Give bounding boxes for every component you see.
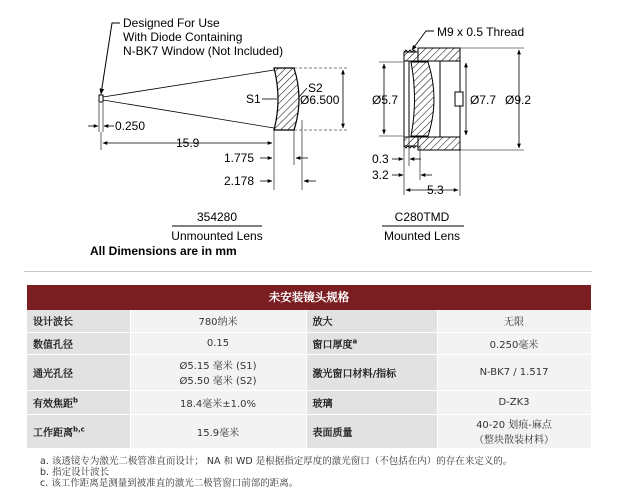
specs-table-section — [27, 285, 591, 449]
spec-key: 通光孔径 — [27, 354, 130, 390]
thread-leader — [412, 31, 434, 50]
spec-value: D-ZK3 — [437, 390, 591, 414]
units-note: All Dimensions are in mm — [90, 244, 237, 258]
label-dia-92: Ø9.2 — [505, 93, 532, 107]
housing-notch — [455, 92, 463, 106]
table-row — [27, 390, 591, 414]
spec-key: 窗口厚度$^a$ — [306, 332, 437, 354]
label-dia-77: Ø7.7 — [470, 93, 497, 107]
callout-line-3: N-BK7 Window (Not Included) — [123, 44, 284, 58]
label-dia-57: Ø5.7 — [372, 93, 399, 107]
spec-value: 40-20 划痕-麻点 （整块散装材料） — [437, 414, 591, 448]
label-s1: S1 — [246, 92, 261, 106]
table-row — [27, 332, 591, 354]
footnote-c: c. 该工作距离是测量到被准直的激光二极管窗口前部的距离。 — [40, 478, 299, 489]
spec-value: 无限 — [437, 310, 591, 332]
diode-window — [99, 95, 103, 102]
spec-key: 激光窗口材料/指标 — [306, 354, 437, 390]
housing-thread-bottom — [404, 137, 418, 146]
spec-key: 工作距离$^{b,c}$ — [27, 414, 130, 448]
spec-key: 数值孔径 — [27, 332, 130, 354]
housing-wall-top — [418, 48, 460, 61]
spec-value: 780纳米 — [130, 310, 306, 332]
spec-value: 0.250毫米 — [437, 332, 591, 354]
spec-value: 18.4毫米±1.0% — [130, 390, 306, 414]
aspheric-lens — [274, 68, 299, 130]
part-number-c280tmd: C280TMD — [394, 210, 450, 224]
callout-line-2: With Diode Containing — [123, 30, 243, 44]
table-row — [27, 354, 591, 390]
caption-mounted-lens: Mounted Lens — [383, 229, 461, 243]
label-thread: M9 x 0.5 Thread — [437, 25, 525, 39]
spec-value: Ø5.15 毫米 (S1) Ø5.50 毫米 (S2) — [130, 354, 306, 390]
callout-leader — [101, 23, 120, 94]
footnote-marker: b,c — [73, 425, 85, 434]
label-dim-53: 5.3 — [427, 183, 444, 197]
mounted-lens-view — [372, 25, 531, 243]
footnote-marker: b — [73, 396, 79, 405]
table-row — [27, 310, 591, 332]
part-number-354280: 354280 — [196, 210, 238, 224]
footnote-a: a. 该透镜专为激光二极管准直而设计； NA 和 WD 是根据指定厚度的激光窗口（不包括在内）的存在来定义的。 — [40, 456, 513, 467]
unmounted-lens-view — [88, 16, 348, 243]
specs-table-title: 未安装镜头规格 — [27, 285, 591, 310]
label-dim-2178: 2.178 — [224, 174, 255, 188]
label-dim-159: 15.9 — [176, 136, 200, 150]
housing-wall-bottom — [418, 137, 460, 150]
housing-thread-top — [404, 52, 418, 61]
caption-unmounted-lens: Unmounted Lens — [171, 229, 263, 243]
spec-value: N-BK7 / 1.517 — [437, 354, 591, 390]
spec-key: 设计波长 — [27, 310, 130, 332]
divider — [24, 271, 592, 272]
label-dia-6500: Ø6.500 — [300, 93, 340, 107]
callout-line-1: Designed For Use — [123, 16, 220, 30]
spec-value: 0.15 — [130, 332, 306, 354]
spec-value: 15.9毫米 — [130, 414, 306, 448]
mounted-lens-element — [411, 62, 434, 136]
table-row — [27, 414, 591, 448]
label-dim-32: 3.2 — [372, 168, 389, 182]
housing-face — [404, 61, 409, 137]
spec-key: 玻璃 — [306, 390, 437, 414]
footnotes — [40, 456, 512, 489]
specs-table — [27, 310, 592, 449]
footnote-b: b. 指定设计波长 — [40, 467, 110, 478]
footnote-marker: a — [352, 337, 358, 346]
label-dim-1775: 1.775 — [224, 151, 255, 165]
spec-key: 表面质量 — [306, 414, 437, 448]
label-s2: S2 — [308, 81, 323, 95]
spec-key: 放大 — [306, 310, 437, 332]
label-dim-0250: 0.250 — [115, 119, 146, 133]
label-dim-03: 0.3 — [372, 152, 389, 166]
spec-key: 有效焦距$^b$ — [27, 390, 130, 414]
